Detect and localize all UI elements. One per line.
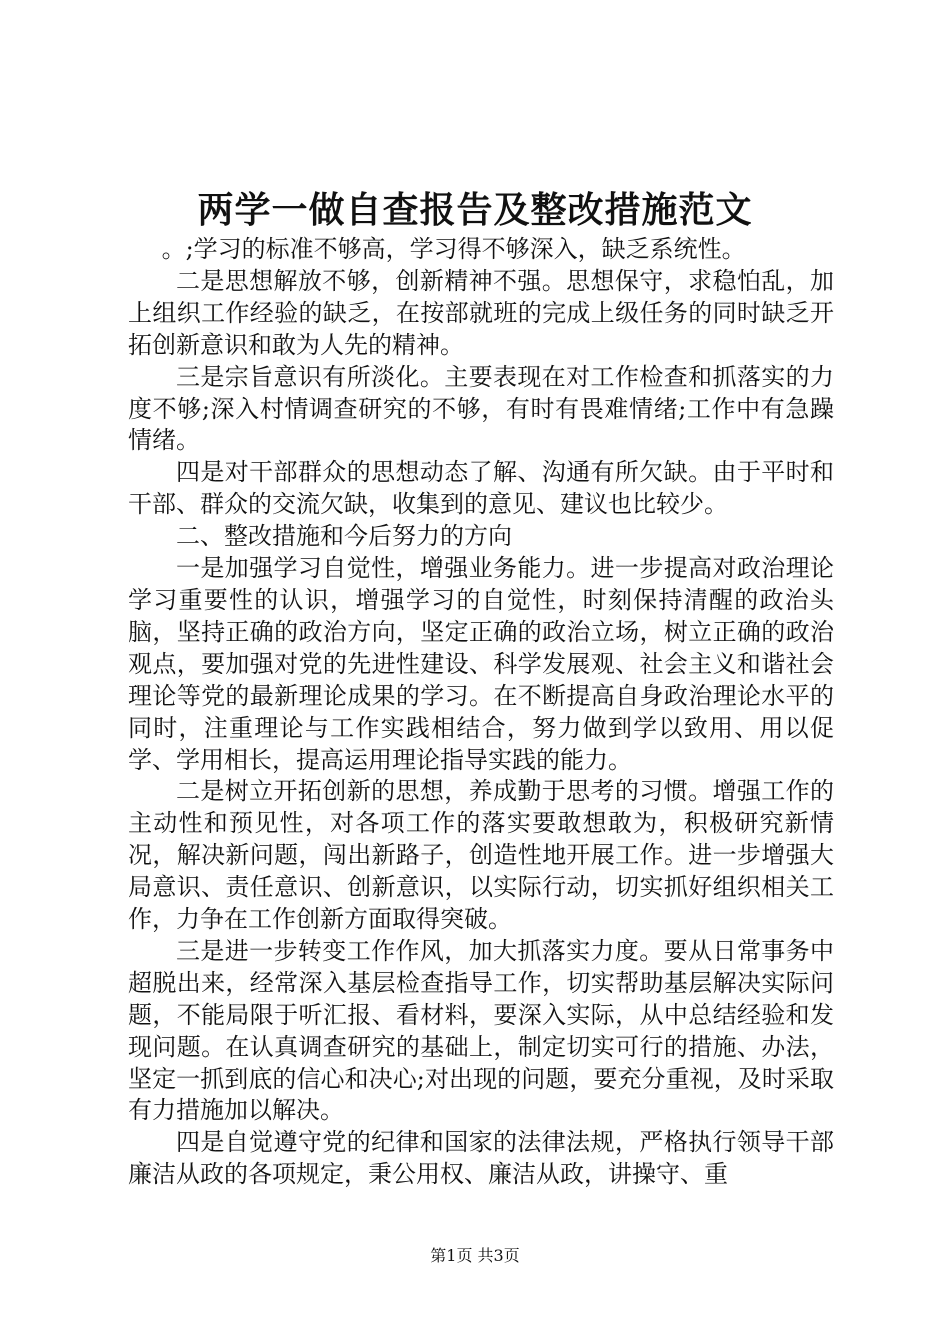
section-heading: 二、整改措施和今后努力的方向 <box>176 522 512 551</box>
paragraph-1: 。;学习的标准不够高，学习得不够深入，缺乏系统性。 <box>161 235 746 263</box>
paragraph-6: 二是树立开拓创新的思想，养成勤于思考的习惯。增强工作的主动性和预见性，对各项工作的落实要敢想敢为，积极研究新情况，解决新问题，闯出新路子，创造性地开展工作。进一步增强大局意识、责任意识、创新意识，以实际行动，切实抓好组织相关工作，力争在工作创新方面取得突破。 <box>128 777 834 934</box>
paragraph-4: 四是对干部群众的思想动态了解、沟通有所欠缺。由于平时和干部、群众的交流欠缺，收集到的意见、建议也比较少。 <box>128 458 834 519</box>
paragraph-8: 四是自觉遵守党的纪律和国家的法律法规，严格执行领导干部廉洁从政的各项规定，秉公用权、廉洁从政，讲操守、重 <box>128 1128 834 1189</box>
document-body <box>128 234 834 1191</box>
paragraph-3: 三是宗旨意识有所淡化。主要表现在对工作检查和抓落实的力度不够;深入村情调查研究的不够，有时有畏难情绪;工作中有急躁情绪。 <box>128 362 834 455</box>
page-footer: 第1页 共3页 <box>430 1246 520 1265</box>
document-title: 两学一做自查报告及整改措施范文 <box>197 189 753 231</box>
paragraph-2: 二是思想解放不够，创新精神不强。思想保守，求稳怕乱，加上组织工作经验的缺乏，在按部就班的完成上级任务的同时缺乏开拓创新意识和敢为人先的精神。 <box>128 266 834 359</box>
paragraph-7: 三是进一步转变工作作风，加大抓落实力度。要从日常事务中超脱出来，经常深入基层检查指导工作，切实帮助基层解决实际问题，不能局限于听汇报、看材料，要深入实际，从中总结经验和发现问题。在认真调查研究的基础上，制定切实可行的措施、办法，坚定一抓到底的信心和决心;对出现的问题，要充分重视，及时采取有力措施加以解决。 <box>128 936 834 1125</box>
paragraph-5: 一是加强学习自觉性，增强业务能力。进一步提高对政治理论学习重要性的认识，增强学习的自觉性，时刻保持清醒的政治头脑，坚持正确的政治方向，坚定正确的政治立场，树立正确的政治观点，要加强对党的先进性建设、科学发展观、社会主义和谐社会理论等党的最新理论成果的学习。在不断提高自身政治理论水平的同时，注重理论与工作实践相结合，努力做到学以致用、用以促学、学用相长，提高运用理论指导实践的能力。 <box>128 554 834 774</box>
